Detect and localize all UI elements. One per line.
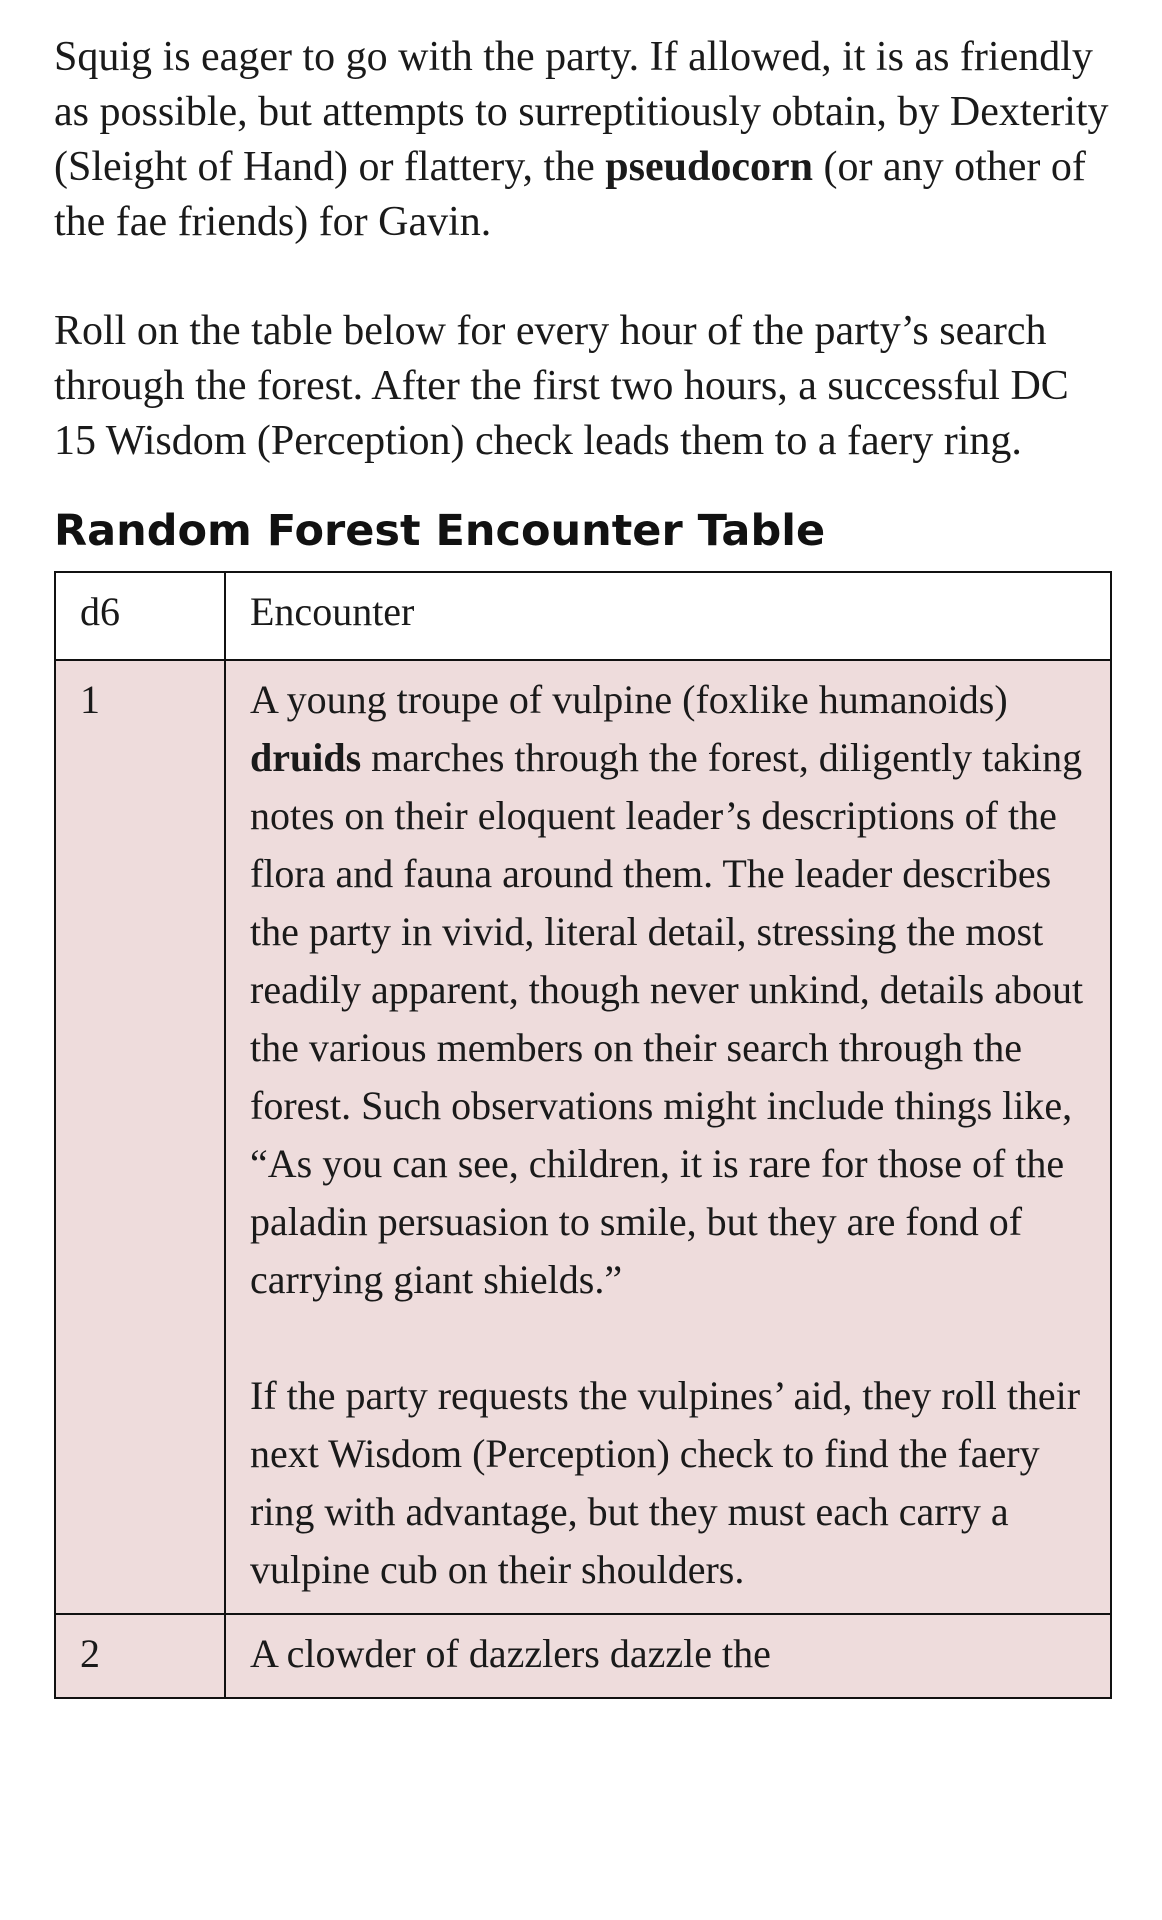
encounter-table <box>54 571 1112 1699</box>
bold-term-druids: druids <box>250 735 362 780</box>
instruction-paragraph <box>54 304 1114 469</box>
intro-paragraph <box>54 30 1114 250</box>
roll-cell: 2 <box>55 1614 225 1698</box>
table-header-row <box>55 572 1111 660</box>
table-row <box>55 660 1111 1614</box>
text-run: A clowder of dazzlers dazzle the <box>250 1631 771 1676</box>
document-page <box>54 30 1114 1699</box>
text-run: Squig is eager to go with the party. If allowed, it is as friendly as possible, but attempts to surreptitiously obtain, by Dexterity (Sleight of Hand) or flattery, the <box>54 34 1109 190</box>
roll-cell: 1 <box>55 660 225 1614</box>
bold-term-pseudocorn: pseudocorn <box>605 144 813 190</box>
table-title: Random Forest Encounter Table <box>54 506 826 556</box>
text-run: (or any other of the fae friends) for Gavin. <box>54 144 1086 245</box>
encounter-paragraph <box>250 1625 1086 1683</box>
encounter-paragraph <box>250 671 1086 1309</box>
text-run: Roll on the table below for every hour of the party’s search through the forest. After the first two hours, a successful DC 15 Wisdom (Perception) check leads them to a faery ring. <box>54 308 1069 464</box>
header-encounter: Encounter <box>225 572 1111 660</box>
text-run: If the party requests the vulpines’ aid, they roll their next Wisdom (Perception) check to find the faery ring with advantage, but they must each carry a vulpine cub on their shoulders. <box>250 1373 1081 1592</box>
text-run: A young troupe of vulpine (foxlike humanoids) <box>250 677 1008 722</box>
encounter-paragraph <box>250 1367 1086 1599</box>
encounter-cell <box>225 660 1111 1614</box>
text-run: marches through the forest, diligently taking notes on their eloquent leader’s descriptions of the flora and fauna around them. The leader describes the party in vivid, literal detail, stressing the most readily apparent, though never unkind, details about the various members on their search through the forest. Such observations might include things like, “As you can see, children, it is rare for those of the paladin persuasion to smile, but they are fond of carrying giant shields.” <box>250 735 1084 1302</box>
table-row <box>55 1614 1111 1698</box>
header-d6: d6 <box>55 572 225 660</box>
encounter-cell <box>225 1614 1111 1698</box>
